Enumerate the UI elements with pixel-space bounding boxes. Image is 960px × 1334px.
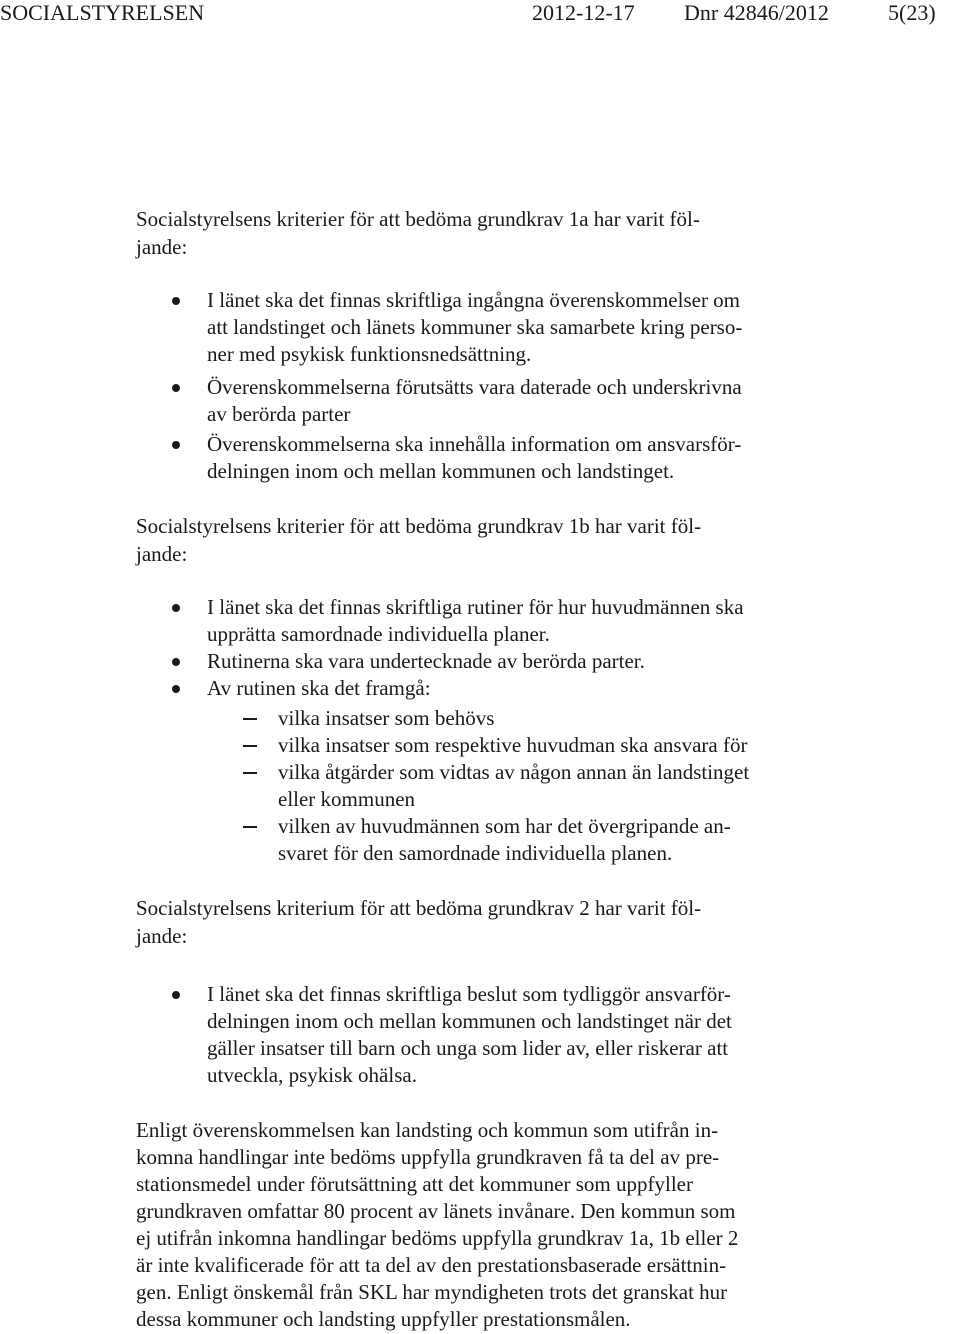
section2-intro-line: jande:	[136, 542, 188, 566]
sub-list-item-line: vilka åtgärder som vidtas av någon annan än landstinget	[278, 760, 750, 784]
list-item-line: gäller insatser till barn och unga som lider av, eller riskerar att	[207, 1036, 729, 1060]
section3-intro-line: jande:	[136, 924, 188, 948]
dash-icon	[243, 826, 257, 828]
sub-list-item-line: vilken av huvudmännen som har det övergripande an-	[278, 814, 731, 838]
list-item-line: Överenskommelserna förutsätts vara daterade och underskrivna	[207, 375, 742, 399]
list-item-line: I länet ska det finnas skriftliga beslut som tydliggör ansvarför-	[207, 982, 731, 1006]
paragraph-line: ej utifrån inkomna handlingar bedöms uppfylla grundkrav 1a, 1b eller 2	[136, 1226, 739, 1250]
bullet-icon	[172, 604, 180, 612]
document-date: 2012-12-17	[532, 0, 635, 25]
paragraph-line: dessa kommuner och landsting uppfyller prestationsmålen.	[136, 1307, 631, 1331]
section2-intro-line: Socialstyrelsens kriterier för att bedöma grundkrav 1b har varit föl-	[136, 514, 702, 538]
dash-icon	[243, 718, 257, 720]
sub-list-item-line: svaret för den samordnade individuella planen.	[278, 841, 673, 865]
bullet-icon	[172, 991, 180, 999]
paragraph-line: grundkraven omfattar 80 procent av länets invånare. Den kommun som	[136, 1199, 736, 1223]
list-item-line: av berörda parter	[207, 402, 351, 426]
paragraph-line: komna handlingar inte bedöms uppfylla grundkraven få ta del av pre-	[136, 1145, 720, 1169]
paragraph-line: gen. Enligt önskemål från SKL har myndigheten trots det granskat hur	[136, 1280, 728, 1304]
paragraph-line: Enligt överenskommelsen kan landsting och kommun som utifrån in-	[136, 1118, 719, 1142]
dash-icon	[243, 745, 257, 747]
page-number: 5(23)	[888, 0, 936, 25]
bullet-icon	[172, 685, 180, 693]
section3-intro-line: Socialstyrelsens kriterium för att bedöma grundkrav 2 har varit föl-	[136, 896, 702, 920]
list-item-line: delningen inom och mellan kommunen och landstinget när det	[207, 1009, 732, 1033]
bullet-icon	[172, 441, 180, 449]
list-item-line: upprätta samordnade individuella planer.	[207, 622, 550, 646]
paragraph-line: stationsmedel under förutsättning att det kommuner som uppfyller	[136, 1172, 693, 1196]
paragraph-line: är inte kvalificerade för att ta del av den prestationsbaserade ersättnin-	[136, 1253, 727, 1277]
list-item-line: delningen inom och mellan kommunen och landstinget.	[207, 459, 675, 483]
document-number: Dnr 42846/2012	[684, 0, 829, 25]
list-item-line: Av rutinen ska det framgå:	[207, 676, 431, 700]
bullet-icon	[172, 658, 180, 666]
list-item-line: utveckla, psykisk ohälsa.	[207, 1063, 417, 1087]
sub-list-item-line: eller kommunen	[278, 787, 416, 811]
list-item-line: Överenskommelserna ska innehålla information om ansvarsför-	[207, 432, 742, 456]
sub-list-item-line: vilka insatser som respektive huvudman ska ansvara för	[278, 733, 748, 757]
list-item-line: I länet ska det finnas skriftliga rutiner för hur huvudmännen ska	[207, 595, 744, 619]
bullet-icon	[172, 384, 180, 392]
section1-intro-line: Socialstyrelsens kriterier för att bedöma grundkrav 1a har varit föl-	[136, 207, 700, 231]
list-item-line: att landstinget och länets kommuner ska samarbete kring perso-	[207, 315, 743, 339]
page-header	[0, 0, 960, 30]
list-item-line: Rutinerna ska vara undertecknade av berörda parter.	[207, 649, 645, 673]
list-item-line: ner med psykisk funktionsnedsättning.	[207, 342, 532, 366]
organization-name: SOCIALSTYRELSEN	[0, 0, 205, 25]
dash-icon	[243, 772, 257, 774]
section1-intro-line: jande:	[136, 235, 188, 259]
list-item-line: I länet ska det finnas skriftliga ingångna överenskommelser om	[207, 288, 741, 312]
bullet-icon	[172, 297, 180, 305]
sub-list-item-line: vilka insatser som behövs	[278, 706, 495, 730]
